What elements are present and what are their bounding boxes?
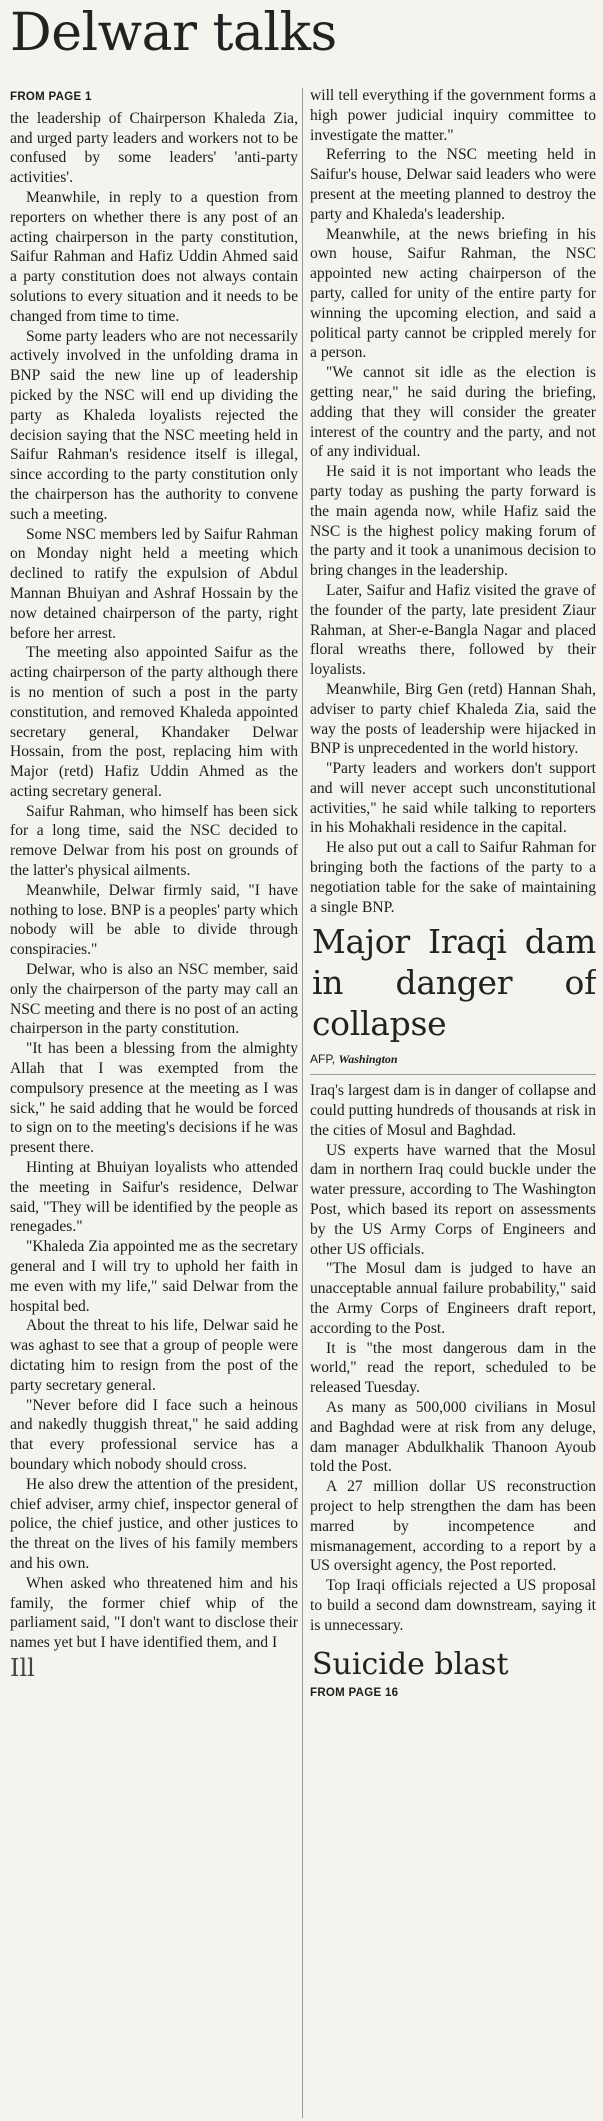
byline-place: Washington [338, 1052, 398, 1067]
story-paragraph: Delwar, who is also an NSC member, said only the chairperson of the party may call an NSC meeting and there is no post of an acting chairperson in the party constitution. [10, 961, 298, 1038]
iraq-paragraph: A 27 million dollar US reconstruction project to help strengthen the dam has been marred by incompetence and mismanagement, according to a report by a US oversight agency, the Post reported. [310, 1478, 596, 1575]
right-column [310, 86, 596, 2118]
iraq-paragraph: "The Mosul dam is judged to have an unacceptable annual failure probability," said the Army Corps of Engineers draft report, according to the Post. [310, 1260, 596, 1337]
iraq-dam-byline [310, 1050, 596, 1075]
iraq-dam-headline: Major Iraqi dam in danger of collapse [312, 922, 596, 1044]
story-paragraph: The meeting also appointed Saifur as the acting chairperson of the party although there is no mention of such a post in the party constitution, and removed Khaleda appointed secretary general, Khandaker Delwar Hossain, from the post, replacing him with Major (retd) Hafiz Uddin Ahmed as the acting secretary general. [10, 644, 298, 800]
page-headline: Delwar talks [10, 3, 337, 63]
story-paragraph: Meanwhile, at the news briefing in his own house, Saifur Rahman, the NSC appointed new acting chairperson of the party, called for unity of the entire party for winning the upcoming election, and said a political party cannot be crippled merely for a person. [310, 225, 596, 362]
story-paragraph: Meanwhile, in reply to a question from reporters on whether there is any post of an acting chairperson in the party constitution, Saifur Rahman and Hafiz Uddin Ahmed said a party constitution does not always contain solutions to every situation and it needs to be changed from time to time. [10, 188, 298, 325]
story-paragraph: Some party leaders who are not necessarily actively involved in the unfolding drama in BNP said the new line up of leadership picked by the NSC will end up dividing the party as Khaleda loyalists rejected the decision saying that the NSC meeting held in Saifur Rahman's residence itself is illegal, since according to the party constitution only the chairperson has the authority to convene such a meeting. [10, 327, 298, 523]
story-paragraph: "Khaleda Zia appointed me as the secretary general and I will try to uphold her faith in me even with my life," said Delwar from the hospital bed. [10, 1238, 298, 1315]
story-paragraph: About the threat to his life, Delwar said he was aghast to see that a group of people were dictating him to resign from the post of the party secretary general. [10, 1317, 298, 1394]
iraq-paragraph: Top Iraqi officials rejected a US proposal to build a second dam downstream, saying it is unnecessary. [310, 1577, 596, 1634]
story-paragraph: Some NSC members led by Saifur Rahman on Monday night held a meeting which declined to ratify the expulsion of Abdul Mannan Bhuiyan and Ashraf Hossain by the now detained chairperson of the party, right before her arrest. [10, 525, 298, 642]
iraq-paragraph: It is "the most dangerous dam in the world," read the report, scheduled to be released Tuesday. [310, 1339, 596, 1397]
suicide-blast-kicker: FROM PAGE 16 [310, 1686, 399, 1699]
story-paragraph: He said it is not important who leads the party today as pushing the party forward is the main agenda now, while Hafiz said the NSC is the highest policy making forum of the party and it took a unanimous decision to bring changes in the leadership. [310, 463, 596, 580]
story-paragraph: will tell everything if the government forms a high power judicial inquiry committee to investigate the matter." [310, 87, 596, 144]
byline-agency: AFP, [310, 1052, 339, 1067]
iraq-paragraph: As many as 500,000 civilians in Mosul and Baghdad were at risk from any deluge, dam manager Abdulkhalik Thanoon Ayoub told the Post. [310, 1399, 596, 1476]
continuation-kicker: FROM PAGE 1 [10, 91, 92, 103]
story-paragraph: "Never before did I face such a heinous and nakedly thuggish threat," he said adding that every professional service has a boundary which nobody should cross. [10, 1396, 298, 1473]
story-paragraph: "We cannot sit idle as the election is getting near," he said during the briefing, adding that they will consider the greater interest of the country and the party, and not of any individual. [310, 364, 596, 461]
story-paragraph: Referring to the NSC meeting held in Saifur's house, Delwar said leaders who were present at the meeting planned to destroy the party and Khaleda's leadership. [310, 146, 596, 223]
suicide-blast-headline: Suicide blast [312, 1646, 509, 1682]
story-paragraph: the leadership of Chairperson Khaleda Zia, and urged party leaders and workers not to be confused by some leaders' 'anti-party activities'. [10, 109, 298, 187]
story-paragraph: Later, Saifur and Hafiz visited the grave of the founder of the party, late president Ziaur Rahman, at Sher-e-Bangla Nagar and placed floral wreaths there, followed by their loyalists. [310, 581, 596, 679]
next-story-headline-fragment: Ill [10, 1653, 35, 1682]
story-paragraph: Meanwhile, Birg Gen (retd) Hannan Shah, adviser to party chief Khaleda Zia, said the way the posts of leadership were hijacked in BNP is unprecedented in the world history. [310, 680, 596, 758]
delwar-story-column [10, 88, 303, 2118]
iraq-paragraph: US experts have warned that the Mosul dam in northern Iraq could buckle under the water pressure, according to The Washington Post, which based its report on assessments by the US Army Corps of Engineers and other US officials. [310, 1141, 596, 1258]
story-paragraph: Saifur Rahman, who himself has been sick for a long time, said the NSC decided to remove Delwar from his post on grounds of the latter's physical ailments. [10, 802, 298, 880]
story-paragraph: Meanwhile, Delwar firmly said, "I have nothing to lose. BNP is a peoples' party which nobody will be able to divide through conspiracies." [10, 881, 298, 959]
story-paragraph: He also put out a call to Saifur Rahman for bringing both the factions of the party to a negotiation table for the sake of maintaining a single BNP. [310, 839, 596, 916]
story-paragraph: When asked who threatened him and his family, the former chief whip of the parliament said, "I don't want to disclose their names yet but I have identified them, and I [10, 1574, 298, 1652]
story-paragraph: "It has been a blessing from the almighty Allah that I was exempted from the compulsory presence at the meeting as I was sick," he said adding that he would be forced to sign on to the meeting's decisions if he was present there. [10, 1040, 298, 1157]
iraq-paragraph: Iraq's largest dam is in danger of collapse and could putting hundreds of thousands at risk in the cities of Mosul and Baghdad. [310, 1082, 596, 1139]
story-paragraph: "Party leaders and workers don't support and will never accept such unconstitutional activities," he said while talking to reporters in his Mohakhali residence in the capital. [310, 760, 596, 837]
story-paragraph: Hinting at Bhuiyan loyalists who attended the meeting in Saifur's residence, Delwar said, "They will be identified by the people as renegades." [10, 1159, 298, 1236]
story-paragraph: He also drew the attention of the president, chief adviser, army chief, inspector general of police, the chief justice, and other justices to the threat on the lives of his family members and his own. [10, 1475, 298, 1572]
